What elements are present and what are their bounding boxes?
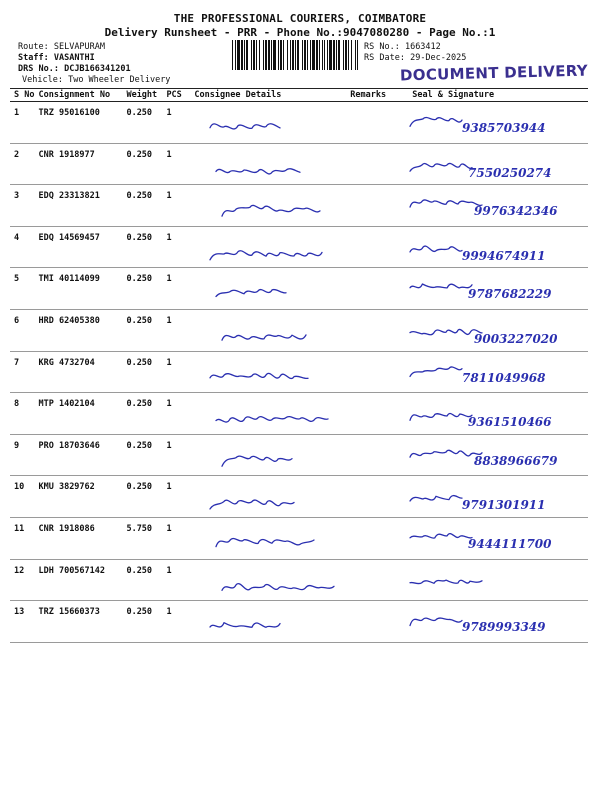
rs-date-value: 29-Dec-2025 — [410, 53, 467, 63]
signature-stroke — [222, 456, 292, 466]
signature-stroke — [210, 251, 322, 260]
company-title: THE PROFESSIONAL COURIERS, COIMBATORE — [173, 12, 427, 25]
row-pcs: 1 — [162, 434, 190, 476]
consignee-signature — [190, 226, 346, 268]
barcode-bar — [237, 40, 240, 70]
barcode-bar — [287, 40, 288, 70]
signature-stroke — [410, 414, 472, 421]
row-sno: 11 — [10, 517, 34, 559]
staff-line — [18, 53, 95, 63]
seal-signature — [396, 476, 588, 518]
handwritten-phone: 9361510466 — [468, 415, 552, 430]
rs-date-line — [364, 53, 466, 63]
row-remarks — [346, 476, 396, 518]
consignee-signature-ink — [190, 227, 346, 268]
seal-signature-ink — [396, 268, 588, 309]
row-weight: 0.250 — [122, 476, 162, 518]
seal-signature-ink — [396, 352, 588, 393]
row-pcs: 1 — [162, 559, 190, 601]
consignee-signature-ink — [190, 601, 346, 642]
barcode-bar — [319, 40, 320, 70]
barcode-bar — [271, 40, 272, 70]
handwritten-phone: 9787682229 — [468, 287, 552, 302]
barcode-bar — [265, 40, 267, 70]
barcode-bar — [312, 40, 315, 70]
row-pcs: 1 — [162, 393, 190, 435]
seal-signature-ink — [396, 102, 588, 143]
runsheet-table — [10, 88, 588, 643]
route-line — [18, 42, 105, 52]
vehicle-value: Two Wheeler Delivery — [68, 75, 171, 85]
row-consignment-no: TRZ 95016100 — [34, 102, 122, 144]
row-weight: 0.250 — [122, 434, 162, 476]
signature-stroke — [410, 163, 472, 171]
row-remarks — [346, 434, 396, 476]
signature-stroke — [216, 538, 314, 546]
seal-signature — [396, 102, 588, 144]
consignee-signature-ink — [190, 393, 346, 434]
seal-signature-ink — [396, 476, 588, 517]
row-consignment-no: KMU 3829762 — [34, 476, 122, 518]
handwritten-phone: 7550250274 — [468, 165, 552, 180]
col-consignment: Consignment No — [34, 89, 122, 102]
row-pcs: 1 — [162, 476, 190, 518]
seal-signature-ink — [396, 560, 588, 601]
row-weight: 0.250 — [122, 601, 162, 643]
signature-stroke — [216, 417, 328, 422]
row-consignment-no: CNR 1918086 — [34, 517, 122, 559]
barcode-bar — [290, 40, 291, 70]
consignee-signature-ink — [190, 476, 346, 517]
seal-signature — [396, 601, 588, 643]
signature-stroke — [222, 583, 334, 590]
barcode-bar — [307, 40, 308, 70]
consignee-signature — [190, 476, 346, 518]
row-consignment-no: TRZ 15660373 — [34, 601, 122, 643]
seal-signature-ink — [396, 601, 588, 642]
signature-stroke — [210, 623, 280, 628]
row-sno: 10 — [10, 476, 34, 518]
barcode-bar — [333, 40, 335, 70]
row-weight: 0.250 — [122, 102, 162, 144]
row-consignment-no: EDQ 14569457 — [34, 226, 122, 268]
barcode-bar — [263, 40, 264, 70]
rs-no-line — [364, 42, 441, 52]
seal-signature — [396, 185, 588, 227]
row-consignment-no: TMI 40114099 — [34, 268, 122, 310]
table-row — [10, 517, 588, 559]
barcode-bar — [302, 40, 303, 70]
barcode-bar — [343, 40, 344, 70]
staff-label: Staff: — [18, 53, 49, 63]
col-pcs: PCS — [162, 89, 190, 102]
handwritten-phone: 9976342346 — [474, 204, 558, 219]
consignee-signature — [190, 143, 346, 185]
row-remarks — [346, 351, 396, 393]
signature-stroke — [210, 373, 308, 378]
row-sno: 8 — [10, 393, 34, 435]
barcode-bar — [256, 40, 257, 70]
barcode-bar — [297, 40, 299, 70]
barcode-bar — [329, 40, 332, 70]
barcode-bar — [292, 40, 294, 70]
barcode-bar — [232, 40, 233, 70]
table-row — [10, 143, 588, 185]
row-remarks — [346, 102, 396, 144]
seal-signature — [396, 559, 588, 601]
signature-stroke — [410, 366, 462, 376]
table-row — [10, 351, 588, 393]
row-weight: 0.250 — [122, 226, 162, 268]
handwritten-phone: 9003227020 — [474, 331, 558, 346]
signature-stroke — [410, 534, 472, 539]
row-remarks — [346, 393, 396, 435]
drs-line — [18, 64, 131, 74]
signature-stroke — [410, 246, 462, 252]
handwritten-phone: 9791301911 — [462, 498, 546, 513]
signature-stroke — [216, 290, 286, 297]
consignee-signature-ink — [190, 435, 346, 476]
barcode-bar — [251, 40, 252, 70]
consignee-signature — [190, 393, 346, 435]
handwritten-phone: 9385703944 — [462, 121, 546, 135]
row-sno: 4 — [10, 226, 34, 268]
seal-signature — [396, 143, 588, 185]
barcode-bar — [310, 40, 311, 70]
col-seal: Seal & Signature — [396, 89, 588, 102]
barcode-bar — [268, 40, 270, 70]
drs-label: DRS No.: — [18, 64, 59, 74]
consignee-signature-ink — [190, 185, 346, 226]
rs-no-label: RS No.: — [364, 42, 400, 52]
vehicle-line — [22, 75, 170, 85]
seal-signature — [396, 226, 588, 268]
consignee-signature — [190, 559, 346, 601]
seal-signature — [396, 268, 588, 310]
barcode-bar — [273, 40, 276, 70]
row-consignment-no: HRD 62405380 — [34, 309, 122, 351]
consignee-signature — [190, 102, 346, 144]
seal-signature — [396, 309, 588, 351]
barcode-bar — [253, 40, 255, 70]
barcode-bar — [348, 40, 349, 70]
consignee-signature-ink — [190, 518, 346, 559]
vehicle-label: Vehicle: — [22, 75, 63, 85]
barcode-bar — [355, 40, 356, 70]
barcode-bar — [316, 40, 318, 70]
barcode-bar — [304, 40, 306, 70]
col-consignee: Consignee Details — [190, 89, 346, 102]
signature-stroke — [410, 496, 462, 501]
seal-signature-ink — [396, 227, 588, 268]
barcode-bar — [345, 40, 347, 70]
row-consignment-no: CNR 1918977 — [34, 143, 122, 185]
seal-signature — [396, 517, 588, 559]
consignee-signature-ink — [190, 144, 346, 185]
rs-no-value: 1663412 — [404, 42, 441, 52]
handwritten-phone: 9789993349 — [462, 620, 546, 635]
table-row — [10, 226, 588, 268]
consignee-signature — [190, 351, 346, 393]
signature-stroke — [210, 500, 294, 509]
row-pcs: 1 — [162, 143, 190, 185]
row-remarks — [346, 517, 396, 559]
col-sno: S No — [10, 89, 34, 102]
route-label: Route: — [18, 42, 49, 52]
row-weight: 0.250 — [122, 351, 162, 393]
seal-signature-ink — [396, 144, 588, 185]
consignee-signature-ink — [190, 560, 346, 601]
consignee-signature — [190, 185, 346, 227]
row-pcs: 1 — [162, 517, 190, 559]
barcode-bar — [259, 40, 260, 70]
table-row — [10, 476, 588, 518]
table-row — [10, 102, 588, 144]
runsheet-subtitle: Delivery Runsheet - PRR - Phone No.:9047080280 - Page No.:1 — [104, 26, 496, 39]
row-sno: 1 — [10, 102, 34, 144]
barcode-bar — [244, 40, 245, 70]
row-weight: 0.250 — [122, 185, 162, 227]
table-header-row — [10, 89, 588, 102]
barcode-bar — [327, 40, 328, 70]
signature-stroke — [410, 580, 482, 584]
barcode-bar — [351, 40, 352, 70]
row-weight: 0.250 — [122, 268, 162, 310]
seal-signature-ink — [396, 393, 588, 434]
row-consignment-no: EDQ 23313821 — [34, 185, 122, 227]
row-weight: 0.250 — [122, 143, 162, 185]
seal-signature-ink — [396, 518, 588, 559]
seal-signature-ink — [396, 310, 588, 351]
row-pcs: 1 — [162, 309, 190, 351]
barcode-bar — [295, 40, 296, 70]
barcode-bar — [246, 40, 248, 70]
barcode-image — [232, 40, 358, 70]
table-row — [10, 393, 588, 435]
consignee-signature — [190, 268, 346, 310]
barcode-bar — [338, 40, 340, 70]
signature-stroke — [410, 284, 472, 288]
barcode-bar — [283, 40, 284, 70]
seal-signature — [396, 393, 588, 435]
seal-signature — [396, 434, 588, 476]
signature-stroke — [216, 168, 300, 173]
table-row — [10, 309, 588, 351]
row-remarks — [346, 226, 396, 268]
row-weight: 0.250 — [122, 309, 162, 351]
document-delivery-stamp — [400, 62, 588, 85]
barcode-bar — [322, 40, 323, 70]
row-sno: 13 — [10, 601, 34, 643]
row-sno: 9 — [10, 434, 34, 476]
row-remarks — [346, 185, 396, 227]
row-pcs: 1 — [162, 351, 190, 393]
signature-stroke — [410, 200, 482, 207]
stamp-text: DOCUMENT DELIVERY — [399, 61, 589, 85]
row-remarks — [346, 268, 396, 310]
row-sno: 3 — [10, 185, 34, 227]
barcode-bar — [336, 40, 337, 70]
row-pcs: 1 — [162, 226, 190, 268]
signature-stroke — [222, 335, 306, 340]
consignee-signature — [190, 434, 346, 476]
barcode-bar — [235, 40, 236, 70]
row-remarks — [346, 143, 396, 185]
seal-signature — [396, 351, 588, 393]
barcode-bar — [357, 40, 358, 70]
signature-stroke — [210, 124, 280, 129]
row-weight: 0.250 — [122, 393, 162, 435]
table-row — [10, 185, 588, 227]
row-pcs: 1 — [162, 601, 190, 643]
row-sno: 7 — [10, 351, 34, 393]
row-sno: 6 — [10, 309, 34, 351]
col-weight: Weight — [122, 89, 162, 102]
row-weight: 5.750 — [122, 517, 162, 559]
handwritten-phone: 8838966679 — [474, 453, 558, 468]
table-row — [10, 268, 588, 310]
row-remarks — [346, 559, 396, 601]
signature-stroke — [410, 618, 462, 625]
col-remarks: Remarks — [346, 89, 396, 102]
row-weight: 0.250 — [122, 559, 162, 601]
row-sno: 5 — [10, 268, 34, 310]
consignee-signature-ink — [190, 352, 346, 393]
seal-signature-ink — [396, 435, 588, 476]
consignee-signature — [190, 601, 346, 643]
consignee-signature — [190, 309, 346, 351]
row-consignment-no: PRO 18703646 — [34, 434, 122, 476]
row-sno: 2 — [10, 143, 34, 185]
table-row — [10, 559, 588, 601]
row-remarks — [346, 601, 396, 643]
handwritten-phone: 9994674911 — [462, 248, 546, 263]
barcode-bar — [324, 40, 325, 70]
barcode-bar — [241, 40, 243, 70]
row-consignment-no: MTP 1402104 — [34, 393, 122, 435]
barcode-bar — [280, 40, 282, 70]
route-value: SELVAPURAM — [53, 42, 106, 52]
staff-value: VASANTHI — [53, 53, 95, 63]
rs-date-label: RS Date: — [364, 53, 405, 63]
table-row — [10, 434, 588, 476]
barcode-bar — [278, 40, 279, 70]
signature-stroke — [222, 206, 320, 217]
row-consignment-no: LDH 700567142 — [34, 559, 122, 601]
row-pcs: 1 — [162, 102, 190, 144]
signature-stroke — [410, 329, 482, 334]
table-row — [10, 601, 588, 643]
row-consignment-no: KRG 4732704 — [34, 351, 122, 393]
signature-stroke — [410, 450, 482, 457]
row-pcs: 1 — [162, 185, 190, 227]
drs-value: DCJB166341201 — [64, 64, 131, 74]
consignee-signature-ink — [190, 310, 346, 351]
handwritten-phone: 7811049968 — [462, 370, 546, 385]
consignee-signature-ink — [190, 102, 346, 143]
consignee-signature-ink — [190, 268, 346, 309]
row-sno: 12 — [10, 559, 34, 601]
handwritten-phone: 9444111700 — [468, 536, 552, 551]
row-remarks — [346, 309, 396, 351]
signature-stroke — [410, 117, 462, 126]
seal-signature-ink — [396, 185, 588, 226]
consignee-signature — [190, 517, 346, 559]
row-pcs: 1 — [162, 268, 190, 310]
